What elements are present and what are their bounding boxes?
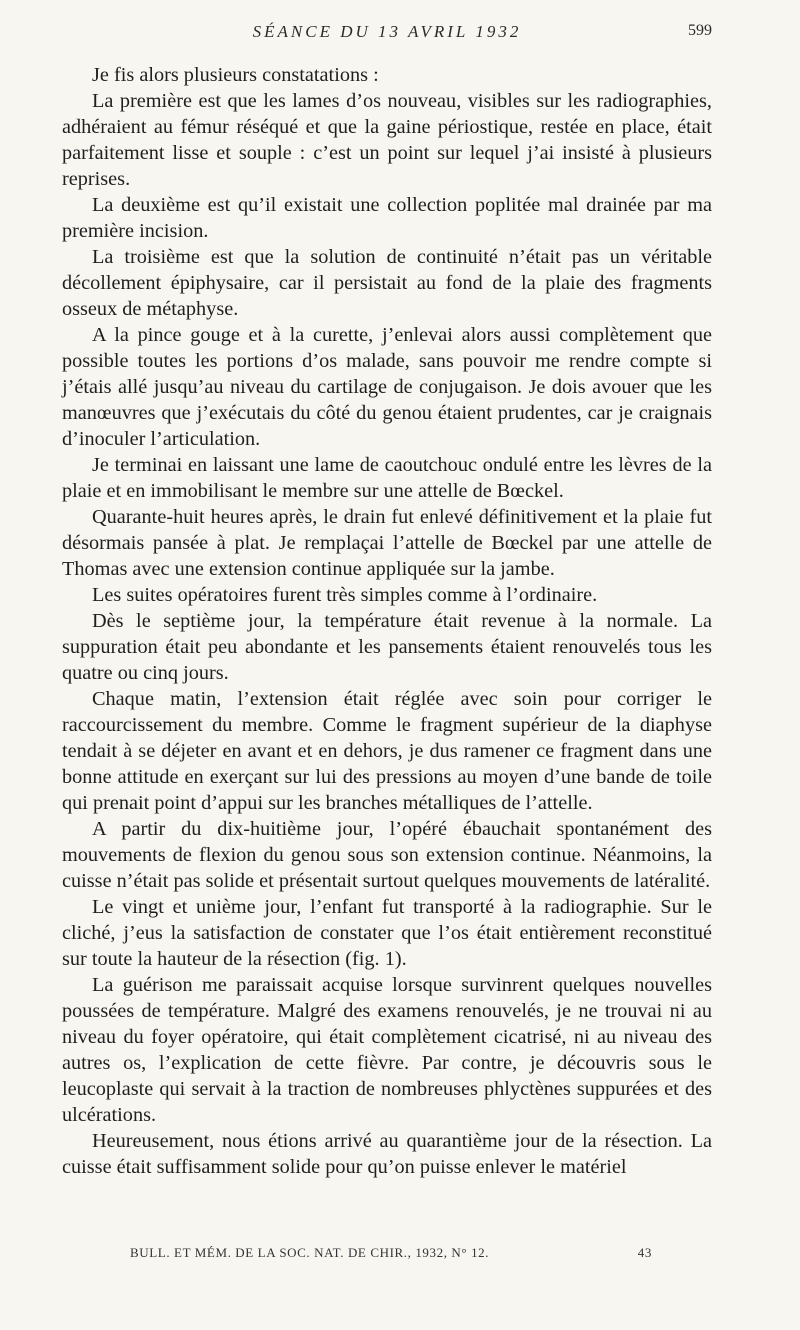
paragraph: Chaque matin, l’extension était réglée avec soin pour corriger le raccourcissement du membre. Comme le fragment supérieur de la diaphyse tendait à se déjeter en avant et en dehors, je dus ramener ce fragment dans une bonne attitude en exerçant sur lui des pressions au moyen d’une bande de toile qui prenait point d’appui sur les branches métalliques de l’attelle. bbox=[62, 688, 712, 814]
paragraph: A partir du dix-huitième jour, l’opéré ébauchait spontanément des mouvements de flexion du genou sous son extension continue. Néanmoins, la cuisse n’était pas solide et présentait surtout quelques mouvements de latéralité. bbox=[62, 818, 712, 892]
paragraph: Heureusement, nous étions arrivé au quarantième jour de la résection. La cuisse était suffisamment solide pour qu’on puisse enlever le matériel bbox=[62, 1130, 712, 1178]
signature-mark: 43 bbox=[637, 1245, 652, 1260]
page-number: 599 bbox=[688, 22, 712, 39]
paragraph: Je fis alors plusieurs constatations : bbox=[92, 64, 379, 86]
paragraph: La deuxième est qu’il existait une collection poplitée mal drainée par ma première incision. bbox=[62, 194, 712, 242]
paragraph: La troisième est que la solution de continuité n’était pas un véritable décollement épiphysaire, car il persistait au fond de la plaie des fragments osseux de métaphyse. bbox=[62, 246, 712, 320]
page-header bbox=[62, 18, 712, 46]
page-footer bbox=[130, 1245, 652, 1267]
paragraph: A la pince gouge et à la curette, j’enlevai alors aussi complètement que possible toutes les portions d’os malade, sans pouvoir me rendre compte si j’étais allé jusqu’au niveau du cartilage de conjugaison. Je dois avouer que les manœuvres que j’exécutais du côté du genou étaient prudentes, car je craignais d’inoculer l’articulation. bbox=[62, 324, 712, 450]
paragraph: Dès le septième jour, la température était revenue à la normale. La suppuration était peu abondante et les pansements étaient renouvelés tous les quatre ou cinq jours. bbox=[62, 610, 712, 684]
body-text bbox=[62, 62, 712, 1180]
paragraph: La guérison me paraissait acquise lorsque survinrent quelques nouvelles poussées de température. Malgré des examens renouvelés, je ne trouvai ni au niveau du foyer opératoire, qui était complètement cicatrisé, ni au niveau des autres os, l’explication de cette fièvre. Par contre, je découvris sous le leucoplaste qui servait à la traction de nombreuses phlyctènes suppurées et des ulcérations. bbox=[62, 974, 712, 1126]
paragraph: Je terminai en laissant une lame de caoutchouc ondulé entre les lèvres de la plaie et en immobilisant le membre sur une attelle de Bœckel. bbox=[62, 454, 712, 502]
paragraph: Les suites opératoires furent très simples comme à l’ordinaire. bbox=[92, 584, 598, 606]
paragraph: Quarante-huit heures après, le drain fut enlevé définitivement et la plaie fut désormais pansée à plat. Je remplaçai l’attelle de Bœckel par une attelle de Thomas avec une extension continue appliquée sur la jambe. bbox=[62, 506, 712, 580]
footer-citation: BULL. ET MÉM. DE LA SOC. NAT. DE CHIR., 1932, N° 12. bbox=[130, 1245, 490, 1260]
paragraph: Le vingt et unième jour, l’enfant fut transporté à la radiographie. Sur le cliché, j’eus la satisfaction de constater que l’os était entièrement reconstitué sur toute la hauteur de la résection (fig. 1). bbox=[62, 896, 712, 970]
paragraph: La première est que les lames d’os nouveau, visibles sur les radiographies, adhéraient au fémur réséqué et que la gaine périostique, restée en place, était parfaitement lisse et souple : c’est un point sur lequel j’ai insisté à plusieurs reprises. bbox=[62, 90, 712, 190]
running-title: SÉANCE DU 13 AVRIL 1932 bbox=[252, 22, 522, 41]
